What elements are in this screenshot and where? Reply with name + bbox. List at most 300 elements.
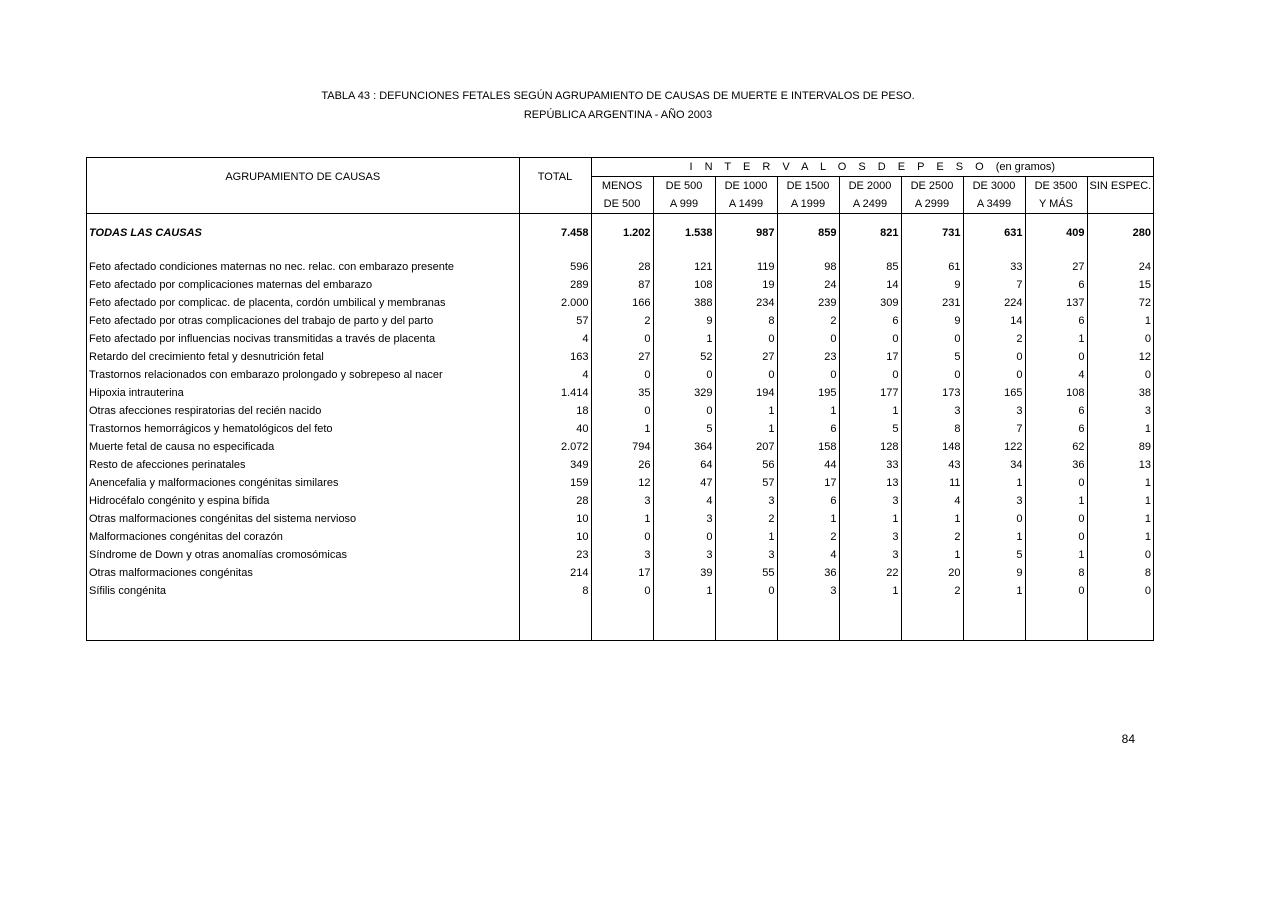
cell-value: 1	[591, 420, 653, 438]
cell-value: 3	[591, 546, 653, 564]
cell-value: 0	[839, 366, 901, 384]
cell-value: 1	[1144, 315, 1152, 327]
cell-value: 1	[1144, 423, 1152, 435]
cell-value: 5	[653, 420, 715, 438]
row-label: Otras malformaciones congénitas del sistema nervioso	[87, 510, 519, 528]
cell-value: 4	[519, 330, 591, 348]
spacer-row-mid	[87, 242, 1153, 258]
cell-value: 12	[591, 474, 653, 492]
cell-value: 19	[715, 276, 777, 294]
cell-value: 166	[591, 294, 653, 312]
cell-value: 6	[777, 420, 839, 438]
row-label: Feto afectado por complicac. de placenta, cordón umbilical y membranas	[87, 294, 519, 312]
cell-value: 1	[777, 510, 839, 528]
cell-value: 11	[901, 474, 963, 492]
cell-value: 0	[1025, 474, 1087, 492]
spacer-row-bottom-cell	[715, 600, 777, 640]
table-row	[87, 312, 1153, 330]
cell-value: 8	[1025, 564, 1087, 582]
cell-value: 194	[715, 384, 777, 402]
cell-value: 0	[1025, 582, 1087, 600]
cell-value: 596	[519, 258, 591, 276]
cell-value: 8	[519, 582, 591, 600]
spacer-row-top-cell	[519, 214, 591, 225]
cell-value: 388	[653, 294, 715, 312]
cell-value: 7	[963, 276, 1025, 294]
cell-value: 5	[901, 348, 963, 366]
cell-value: 119	[715, 258, 777, 276]
cell-value: 9	[653, 312, 715, 330]
spacer-row-mid-cell	[715, 242, 777, 258]
cell-value: 1	[715, 420, 777, 438]
cell-value: 17	[591, 564, 653, 582]
row-label: Resto de afecciones perinatales	[87, 456, 519, 474]
cell-value: 631	[963, 224, 1025, 242]
table-row	[87, 348, 1153, 366]
cell-value: 26	[591, 456, 653, 474]
table-row	[87, 456, 1153, 474]
cell-value: 3	[653, 546, 715, 564]
cell-value: 3	[1144, 405, 1152, 417]
cell-value: 44	[777, 456, 839, 474]
cell-value: 1	[901, 546, 963, 564]
cell-value: 4	[901, 492, 963, 510]
table-row	[87, 258, 1153, 276]
cell-value: 23	[777, 348, 839, 366]
cell-value: 0	[1144, 333, 1152, 345]
header-col-2-line1: DE 1000	[715, 177, 777, 196]
cell-value: 4	[777, 546, 839, 564]
spacer-row-bottom-cell	[901, 600, 963, 640]
row-label: Otras afecciones respiratorias del recién nacido	[87, 402, 519, 420]
cell-value: 6	[1025, 402, 1087, 420]
cell-value: 108	[653, 276, 715, 294]
cell-value: 6	[777, 492, 839, 510]
cell-value: 0	[1025, 510, 1087, 528]
cell-value: 1	[1025, 546, 1087, 564]
header-col-5-line2: A 2999	[901, 195, 963, 214]
cell-value: 28	[519, 492, 591, 510]
cell-value: 1	[1144, 531, 1152, 543]
cell-value: 33	[839, 456, 901, 474]
cell-value: 10	[519, 510, 591, 528]
cell-value: 9	[901, 276, 963, 294]
row-label: Anencefalia y malformaciones congénitas similares	[87, 474, 519, 492]
header-col-6-line1: DE 3000	[963, 177, 1025, 196]
row-label: Retardo del crecimiento fetal y desnutrición fetal	[87, 348, 519, 366]
spacer-row-bottom	[87, 600, 1153, 640]
cell-value: 6	[1025, 420, 1087, 438]
cell-value: 1.538	[653, 224, 715, 242]
row-label: Feto afectado condiciones maternas no nec. relac. con embarazo presente	[87, 258, 519, 276]
spacer-row-bottom-cell	[653, 600, 715, 640]
cell-value: 1.202	[591, 224, 653, 242]
row-label: Feto afectado por influencias nocivas transmitidas a través de placenta	[87, 330, 519, 348]
data-table	[87, 158, 1153, 640]
cell-value: 1	[715, 528, 777, 546]
cell-value: 177	[839, 384, 901, 402]
spacer-row-top	[87, 214, 1153, 225]
spacer-row-top-cell	[715, 214, 777, 225]
header-col-0-line1: MENOS	[591, 177, 653, 196]
cell-value: 56	[715, 456, 777, 474]
cell-value: 108	[1025, 384, 1087, 402]
spacer-row-bottom-cell	[963, 600, 1025, 640]
cell-value: 3	[715, 546, 777, 564]
header-col-7-line2: Y MÁS	[1025, 195, 1087, 214]
row-label: Trastornos relacionados con embarazo prolongado y sobrepeso al nacer	[87, 366, 519, 384]
spacer-row-mid-cell	[839, 242, 901, 258]
spacer-row-top-cell	[839, 214, 901, 225]
spacer-row-bottom-cell	[591, 600, 653, 640]
header-intervals	[591, 158, 1153, 177]
cell-value: 85	[839, 258, 901, 276]
cell-value: 1	[653, 582, 715, 600]
cell-value: 0	[715, 366, 777, 384]
cell-value: 18	[519, 402, 591, 420]
spacer-row-top-cell	[653, 214, 715, 225]
cell-value: 61	[901, 258, 963, 276]
cell-value: 364	[653, 438, 715, 456]
spacer-row-mid-cell	[963, 242, 1025, 258]
table-row	[87, 510, 1153, 528]
cell-value: 234	[715, 294, 777, 312]
cell-value: 15	[1138, 279, 1152, 291]
cell-value: 6	[1025, 276, 1087, 294]
cell-value: 3	[839, 492, 901, 510]
header-total: TOTAL	[519, 158, 591, 214]
row-label: Trastornos hemorrágicos y hematológicos del feto	[87, 420, 519, 438]
cell-value: 23	[519, 546, 591, 564]
cell-value: 35	[591, 384, 653, 402]
cell-value: 409	[1025, 224, 1087, 242]
spacer-row-mid-cell	[87, 242, 519, 258]
cell-value: 52	[653, 348, 715, 366]
cell-value: 0	[963, 348, 1025, 366]
table-row	[87, 528, 1153, 546]
cell-value: 14	[963, 312, 1025, 330]
cell-value: 2.072	[519, 438, 591, 456]
cell-value: 794	[591, 438, 653, 456]
cell-value: 8	[1144, 567, 1152, 579]
cell-value: 309	[839, 294, 901, 312]
cell-value: 1	[901, 510, 963, 528]
cell-value: 3	[963, 492, 1025, 510]
spacer-row-bottom-cell	[839, 600, 901, 640]
cell-value: 239	[777, 294, 839, 312]
cell-value: 1	[963, 474, 1025, 492]
row-label: Síndrome de Down y otras anomalías cromosómicas	[87, 546, 519, 564]
cell-value: 4	[1025, 366, 1087, 384]
header-col-7-line1: DE 3500	[1025, 177, 1087, 196]
row-label: Sífilis congénita	[87, 582, 519, 600]
cell-value: 0	[715, 582, 777, 600]
cell-value: 0	[715, 330, 777, 348]
cell-value: 1	[963, 582, 1025, 600]
totals-row	[87, 224, 1153, 242]
cell-value: 3	[715, 492, 777, 510]
spacer-row-top-cell	[1087, 214, 1153, 225]
spacer-row-mid-cell	[591, 242, 653, 258]
cell-value: 329	[653, 384, 715, 402]
cell-value: 5	[839, 420, 901, 438]
cell-value: 7.458	[519, 224, 591, 242]
cell-value: 62	[1025, 438, 1087, 456]
cell-value: 159	[519, 474, 591, 492]
cell-value: 1	[1025, 492, 1087, 510]
table-row	[87, 492, 1153, 510]
header-col-4-line1: DE 2000	[839, 177, 901, 196]
cell-value: 0	[1144, 585, 1152, 597]
spacer-row-bottom-cell	[519, 600, 591, 640]
row-label: Hipoxia intrauterina	[87, 384, 519, 402]
cell-value: 821	[839, 224, 901, 242]
cell-value: 0	[653, 528, 715, 546]
spacer-row-bottom-cell	[87, 600, 519, 640]
cell-value: 27	[1025, 258, 1087, 276]
cell-value: 40	[519, 420, 591, 438]
table-row	[87, 474, 1153, 492]
cell-value: 24	[777, 276, 839, 294]
cell-value: 3	[653, 510, 715, 528]
cell-value: 165	[963, 384, 1025, 402]
cell-value: 2	[901, 582, 963, 600]
spacer-row-top-cell	[1025, 214, 1087, 225]
cell-value: 859	[777, 224, 839, 242]
cell-value: 47	[653, 474, 715, 492]
cell-value: 13	[839, 474, 901, 492]
cell-value: 0	[591, 528, 653, 546]
header-col-3-line1: DE 1500	[777, 177, 839, 196]
cell-value: 98	[777, 258, 839, 276]
cell-value: 3	[777, 582, 839, 600]
cell-value: 0	[777, 366, 839, 384]
cell-value: 214	[519, 564, 591, 582]
header-col-6-line2: A 3499	[963, 195, 1025, 214]
cell-value: 3	[839, 528, 901, 546]
cell-value: 0	[901, 330, 963, 348]
row-label: TODAS LAS CAUSAS	[87, 224, 519, 242]
cell-value: 8	[901, 420, 963, 438]
data-table-frame	[86, 157, 1154, 641]
spacer-row-mid-cell	[901, 242, 963, 258]
cell-value: 1	[1144, 477, 1152, 489]
cell-value: 4	[653, 492, 715, 510]
spacer-row-bottom-cell	[1025, 600, 1087, 640]
table-row	[87, 384, 1153, 402]
header-col-4-line2: A 2499	[839, 195, 901, 214]
cell-value: 57	[715, 474, 777, 492]
cell-value: 14	[839, 276, 901, 294]
cell-value: 1.414	[519, 384, 591, 402]
cell-value: 0	[653, 402, 715, 420]
cell-value: 349	[519, 456, 591, 474]
cell-value: 7	[963, 420, 1025, 438]
cell-value: 2	[777, 312, 839, 330]
header-causes: AGRUPAMIENTO DE CAUSAS	[87, 158, 519, 214]
header-intervals-unit: (en gramos)	[995, 161, 1056, 173]
cell-value: 87	[591, 276, 653, 294]
cell-value: 0	[653, 366, 715, 384]
header-col-3-line2: A 1999	[777, 195, 839, 214]
cell-value: 64	[653, 456, 715, 474]
cell-value: 55	[715, 564, 777, 582]
cell-value: 9	[963, 564, 1025, 582]
cell-value: 231	[901, 294, 963, 312]
cell-value: 0	[901, 366, 963, 384]
spacer-row-top-cell	[901, 214, 963, 225]
cell-value: 1	[591, 510, 653, 528]
cell-value: 24	[1138, 261, 1152, 273]
spacer-row-top-cell	[591, 214, 653, 225]
table-row	[87, 438, 1153, 456]
spacer-row-mid-cell	[1087, 242, 1153, 258]
row-label: Feto afectado por otras complicaciones del trabajo de parto y del parto	[87, 312, 519, 330]
cell-value: 3	[901, 402, 963, 420]
cell-value: 5	[963, 546, 1025, 564]
cell-value: 43	[901, 456, 963, 474]
cell-value: 17	[839, 348, 901, 366]
cell-value: 158	[777, 438, 839, 456]
table-row	[87, 276, 1153, 294]
cell-value: 1	[1025, 330, 1087, 348]
cell-value: 0	[1025, 528, 1087, 546]
cell-value: 22	[839, 564, 901, 582]
cell-value: 89	[1138, 441, 1152, 453]
cell-value: 207	[715, 438, 777, 456]
cell-value: 163	[519, 348, 591, 366]
spacer-row-bottom-cell	[1087, 600, 1153, 640]
cell-value: 0	[591, 402, 653, 420]
cell-value: 3	[963, 402, 1025, 420]
row-label: Otras malformaciones congénitas	[87, 564, 519, 582]
cell-value: 6	[839, 312, 901, 330]
cell-value: 0	[1144, 369, 1152, 381]
header-col-1-line1: DE 500	[653, 177, 715, 196]
cell-value: 13	[1138, 459, 1152, 471]
cell-value: 12	[1138, 351, 1152, 363]
cell-value: 0	[963, 366, 1025, 384]
cell-value: 2	[777, 528, 839, 546]
cell-value: 6	[1025, 312, 1087, 330]
cell-value: 173	[901, 384, 963, 402]
cell-value: 1	[715, 402, 777, 420]
row-label: Malformaciones congénitas del corazón	[87, 528, 519, 546]
cell-value: 121	[653, 258, 715, 276]
cell-value: 1	[839, 402, 901, 420]
spacer-row-top-cell	[963, 214, 1025, 225]
cell-value: 137	[1025, 294, 1087, 312]
cell-value: 3	[839, 546, 901, 564]
cell-value: 195	[777, 384, 839, 402]
cell-value: 122	[963, 438, 1025, 456]
cell-value: 0	[963, 510, 1025, 528]
cell-value: 39	[653, 564, 715, 582]
cell-value: 0	[591, 582, 653, 600]
cell-value: 28	[591, 258, 653, 276]
cell-value: 33	[963, 258, 1025, 276]
cell-value: 148	[901, 438, 963, 456]
cell-value: 1	[1144, 495, 1152, 507]
header-col-5-line1: DE 2500	[901, 177, 963, 196]
cell-value: 731	[901, 224, 963, 242]
cell-value: 10	[519, 528, 591, 546]
cell-value: 1	[839, 510, 901, 528]
cell-value: 2.000	[519, 294, 591, 312]
cell-value: 128	[839, 438, 901, 456]
table-row	[87, 366, 1153, 384]
spacer-row-mid-cell	[653, 242, 715, 258]
row-label: Muerte fetal de causa no especificada	[87, 438, 519, 456]
row-label: Hidrocéfalo congénito y espina bífida	[87, 492, 519, 510]
cell-value: 36	[777, 564, 839, 582]
cell-value: 27	[591, 348, 653, 366]
cell-value: 2	[715, 510, 777, 528]
cell-value: 280	[1132, 227, 1152, 239]
table-row	[87, 546, 1153, 564]
cell-value: 9	[901, 312, 963, 330]
spacer-row-top-cell	[777, 214, 839, 225]
cell-value: 72	[1138, 297, 1152, 309]
header-row-intervals	[87, 158, 1153, 177]
header-col-0-line2: DE 500	[591, 195, 653, 214]
table-subtitle: REPÚBLICA ARGENTINA - AÑO 2003	[523, 109, 713, 121]
cell-value: 2	[901, 528, 963, 546]
cell-value: 20	[901, 564, 963, 582]
cell-value: 1	[777, 402, 839, 420]
cell-value: 57	[519, 312, 591, 330]
table-row	[87, 402, 1153, 420]
header-col-8-line1: SIN ESPEC.	[1089, 180, 1152, 192]
spacer-row-mid-cell	[1025, 242, 1087, 258]
cell-value: 987	[715, 224, 777, 242]
cell-value: 0	[591, 330, 653, 348]
header-col-8-line2	[1087, 195, 1153, 214]
cell-value: 1	[653, 330, 715, 348]
cell-value: 1	[963, 528, 1025, 546]
cell-value: 4	[519, 366, 591, 384]
header-col-2-line2: A 1499	[715, 195, 777, 214]
cell-value: 1	[839, 582, 901, 600]
cell-value: 0	[777, 330, 839, 348]
row-label: Feto afectado por complicaciones maternas del embarazo	[87, 276, 519, 294]
table-row	[87, 582, 1153, 600]
cell-value: 0	[591, 366, 653, 384]
cell-value: 3	[591, 492, 653, 510]
cell-value: 27	[715, 348, 777, 366]
table-title: TABLA 43 : DEFUNCIONES FETALES SEGÚN AGRUPAMIENTO DE CAUSAS DE MUERTE E INTERVALOS DE PESO.	[321, 90, 915, 102]
spacer-row-mid-cell	[777, 242, 839, 258]
cell-value: 38	[1138, 387, 1152, 399]
spacer-row-mid-cell	[519, 242, 591, 258]
table-row	[87, 294, 1153, 312]
header-col-1-line2: A 999	[653, 195, 715, 214]
page-number: 84	[1121, 732, 1135, 746]
cell-value: 289	[519, 276, 591, 294]
cell-value: 1	[1144, 513, 1152, 525]
header-intervals-label: I N T E R V A L O S D E P E S O	[689, 161, 989, 173]
cell-value: 8	[715, 312, 777, 330]
spacer-row-top-cell	[87, 214, 519, 225]
cell-value: 0	[1144, 549, 1152, 561]
table-row	[87, 564, 1153, 582]
cell-value: 2	[591, 312, 653, 330]
cell-value: 2	[963, 330, 1025, 348]
cell-value: 0	[839, 330, 901, 348]
cell-value: 34	[963, 456, 1025, 474]
spacer-row-bottom-cell	[777, 600, 839, 640]
cell-value: 17	[777, 474, 839, 492]
